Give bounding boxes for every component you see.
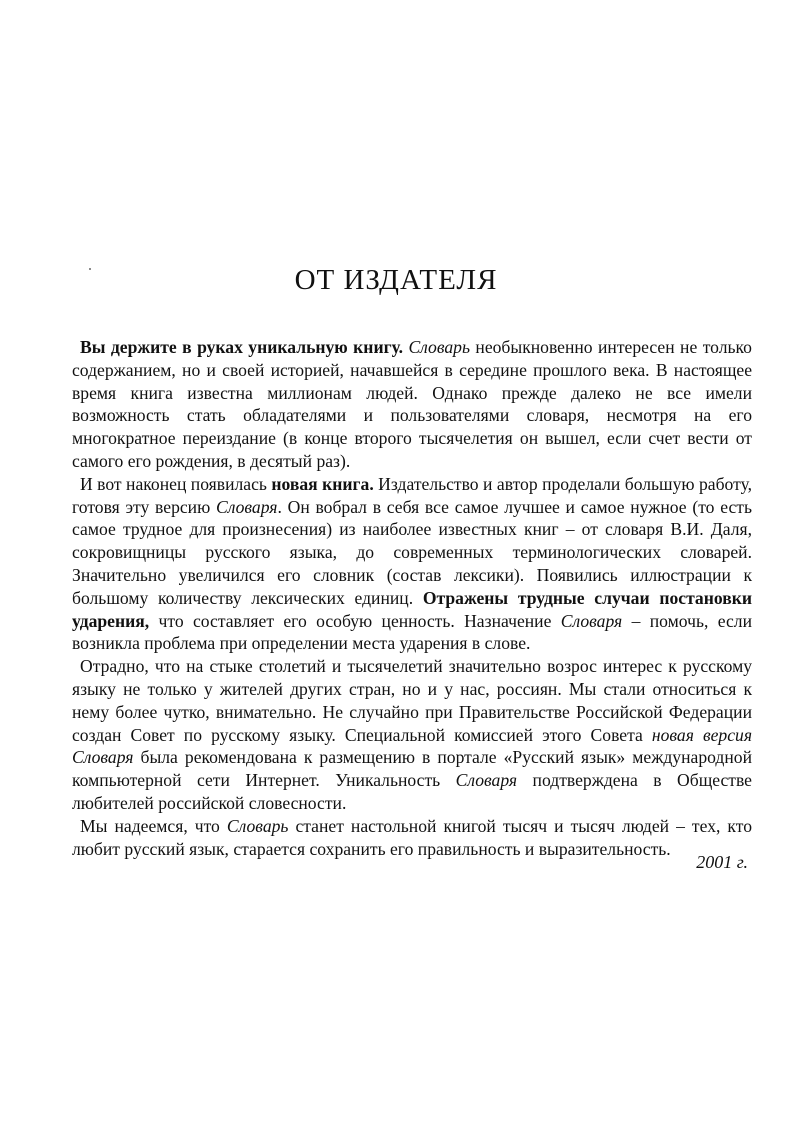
paragraph-3 [72,655,752,815]
text-run: Словарь [408,337,470,357]
text-run: что составляет его особую ценность. Назначение [149,610,561,631]
text-run: необыкновенно интересен не только содержанием, но и своей историей, начавшейся в середине прошлого века. В настоящее время книга известна миллионам людей. Однако прежде далеко не все имели возможность стать обладателями и пользователями словаря, несмотря на его многократное переиздание (в конце второго тысячелетия он вышел, если счет вести от самого его рождения, в десятый раз). [72,337,752,471]
text-run: Словарь [226,815,289,836]
text-run: Отрадно, что на стыке столетий и тысячелетий значительно возрос интерес к русскому языку не только у жителей других стран, но и у нас, россиян. Мы стали относиться к нему более чутко, внимательно. Не случайно при Правительстве Российской Федерации создан Совет по русскому языку. Специальной комиссией этого Совета [72,656,752,745]
date-signature: 2001 г. [696,852,748,872]
paragraph-2 [72,473,752,655]
text-run: новая книга. [271,473,374,494]
text-run: была рекомендована к размещению в портале «Русский язык» международной компьютерной сети Интернет. Уникальность [72,747,752,791]
text-run: . Он вобрал в себя все самое лучшее и самое нужное (то есть самое трудное для произнесения) из наиболее известных книг – от словаря В.И. Даля, сокровищницы русского языка, до современных терминологических словарей. Значительно увеличился его словник (состав лексики). Появились иллюстрации к большому количеству лексических единиц. [72,496,752,608]
text-run: станет настольной книгой тысяч и тысяч людей – тех, кто любит русский язык, старается сохранить его правильность и выразительность. [72,815,752,859]
text-run: Вы держите в руках уникальную книгу. [80,337,404,357]
text-run: Мы надеемся, что [80,815,227,836]
text-run: новая версия Словаря [72,724,752,768]
paragraph-4 [72,815,752,861]
text-run: Словаря [560,610,623,631]
text-run: Словаря [215,496,278,517]
paragraph-1 [72,336,752,473]
text-run: Издательство и автор проделали большую работу, готовя эту версию [72,473,753,517]
text-run: Отражены трудные случаи постановки ударения, [72,587,752,631]
text-run: И вот наконец появилась [80,473,272,494]
body-text [72,336,752,860]
text-run: – помочь, если возникла проблема при определении места ударения в слове. [72,610,752,654]
text-run: Словаря [455,770,518,791]
text-run: подтверждена в Обществе любителей российской словесности. [72,770,752,813]
page-title: ОТ ИЗДАТЕЛЯ [294,264,498,296]
